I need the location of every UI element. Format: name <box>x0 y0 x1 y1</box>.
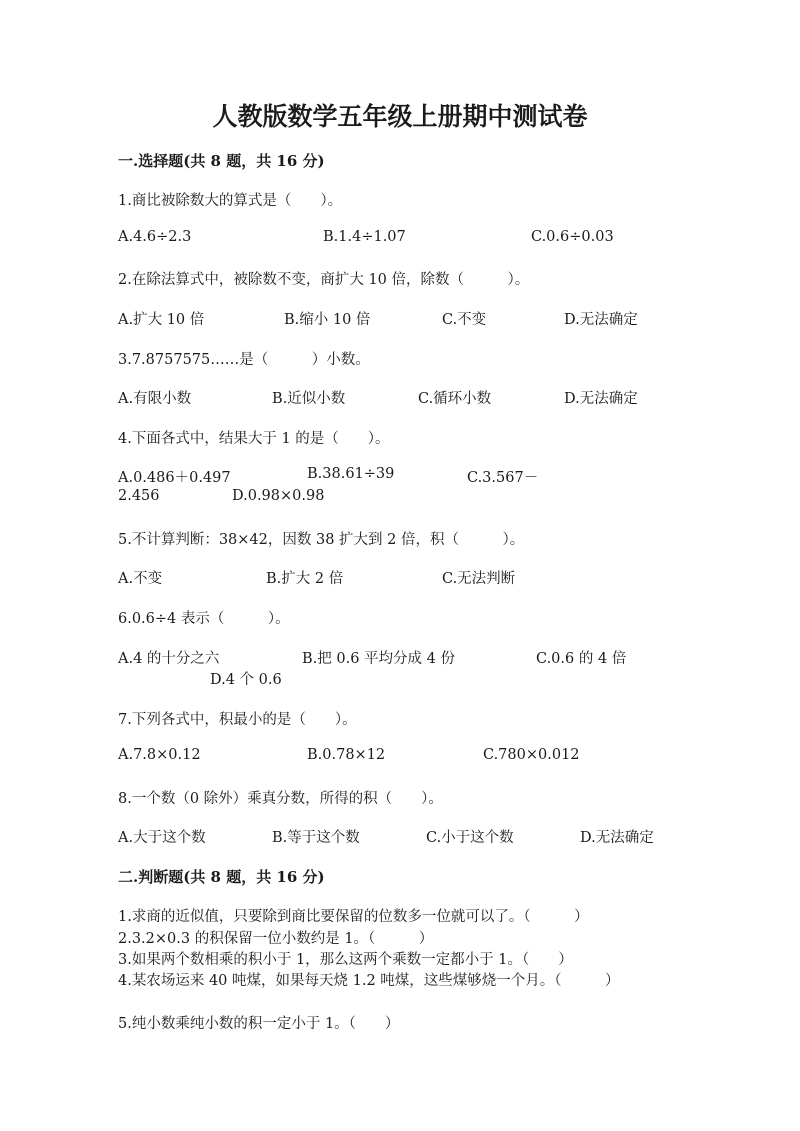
question-1: 1.商比被除数大的算式是（ ）。 <box>118 193 343 209</box>
option-2c: C.不变 <box>442 312 487 328</box>
question-6: 6.0.6÷4 表示（ ）。 <box>118 611 290 627</box>
option-1c: C.0.6÷0.03 <box>531 229 614 245</box>
option-5a: A.不变 <box>118 571 163 587</box>
option-1a: A.4.6÷2.3 <box>118 229 192 245</box>
option-8a: A.大于这个数 <box>118 830 206 846</box>
option-2a: A.扩大 10 倍 <box>118 312 205 328</box>
option-1b: B.1.4÷1.07 <box>323 229 406 245</box>
option-3c: C.循环小数 <box>418 391 492 407</box>
option-7b: B.0.78×12 <box>307 747 386 763</box>
option-6a: A.4 的十分之六 <box>118 651 220 667</box>
question-2: 2.在除法算式中，被除数不变，商扩大 10 倍，除数（ ）。 <box>118 272 530 288</box>
judgement-question-2: 2.3.2×0.3 的积保留一位小数约是 1。（ ） <box>118 931 434 947</box>
section-heading-judgement: 二.判断题(共 8 题，共 16 分) <box>118 868 325 886</box>
question-4: 4.下面各式中，结果大于 1 的是（ ）。 <box>118 431 390 447</box>
page-title: 人教版数学五年级上册期中测试卷 <box>212 102 588 131</box>
option-4c-continued: 2.456 <box>118 488 160 504</box>
option-8d: D.无法确定 <box>580 830 654 846</box>
section-heading-choice: 一.选择题(共 8 题，共 16 分) <box>118 152 325 170</box>
option-4d: D.0.98×0.98 <box>232 488 325 504</box>
option-5b: B.扩大 2 倍 <box>266 571 344 587</box>
question-3: 3.7.8757575……是（ ）小数。 <box>118 352 370 368</box>
option-7a: A.7.8×0.12 <box>118 747 201 763</box>
option-4c: C.3.567－ <box>467 470 539 486</box>
option-5c: C.无法判断 <box>442 571 516 587</box>
judgement-question-1: 1.求商的近似值，只要除到商比要保留的位数多一位就可以了。（ ） <box>118 909 589 925</box>
option-6c: C.0.6 的 4 倍 <box>536 651 627 667</box>
option-2d: D.无法确定 <box>564 312 638 328</box>
option-2b: B.缩小 10 倍 <box>284 312 371 328</box>
question-8: 8.一个数（0 除外）乘真分数，所得的积（ ）。 <box>118 791 443 807</box>
option-8b: B.等于这个数 <box>272 830 360 846</box>
option-8c: C.小于这个数 <box>426 830 514 846</box>
option-3b: B.近似小数 <box>272 391 346 407</box>
option-4b: B.38.61÷39 <box>307 466 395 482</box>
option-4a: A.0.486＋0.497 <box>118 470 231 486</box>
judgement-question-5: 5.纯小数乘纯小数的积一定小于 1。（ ） <box>118 1016 400 1032</box>
option-6b: B.把 0.6 平均分成 4 份 <box>302 651 455 667</box>
option-3a: A.有限小数 <box>118 391 192 407</box>
option-6d: D.4 个 0.6 <box>210 672 282 688</box>
question-5: 5.不计算判断：38×42，因数 38 扩大到 2 倍，积（ ）。 <box>118 532 525 548</box>
judgement-question-4: 4.某农场运来 40 吨煤，如果每天烧 1.2 吨煤，这些煤够烧一个月。（ ） <box>118 973 620 989</box>
option-3d: D.无法确定 <box>564 391 638 407</box>
option-7c: C.780×0.012 <box>483 747 580 763</box>
judgement-question-3: 3.如果两个数相乘的积小于 1，那么这两个乘数一定都小于 1。（ ） <box>118 952 573 968</box>
question-7: 7.下列各式中，积最小的是（ ）。 <box>118 712 357 728</box>
